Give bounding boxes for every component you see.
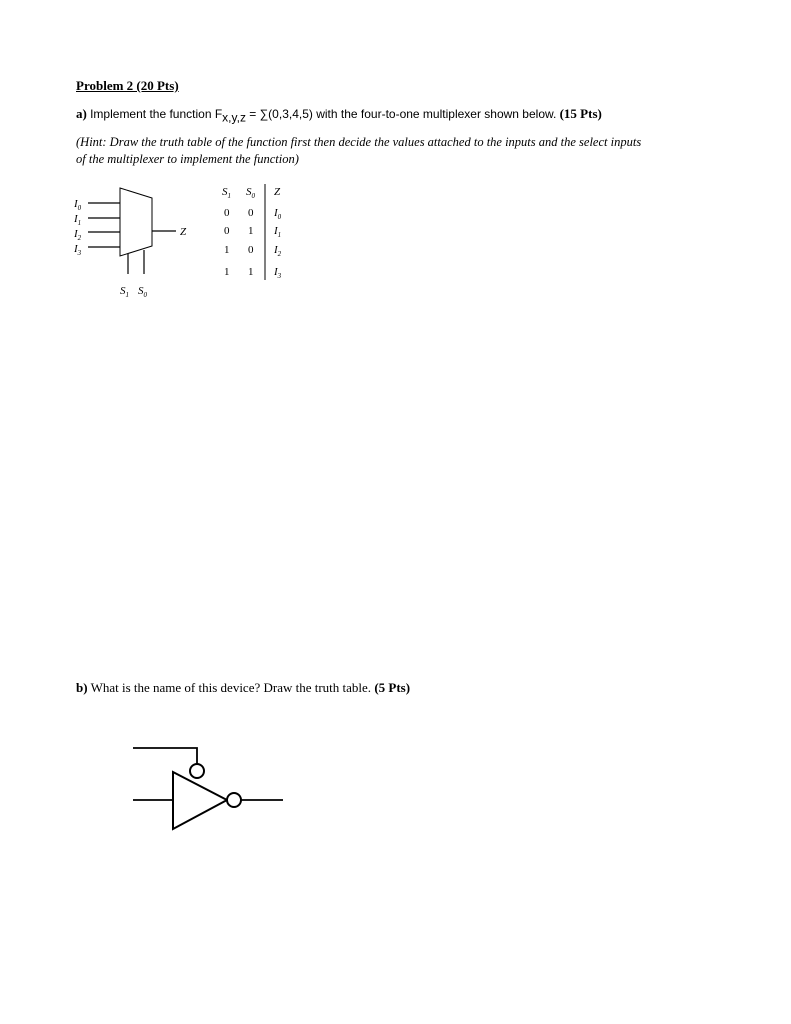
table-row — [224, 266, 282, 280]
function-subscript: x,y,z — [222, 110, 246, 125]
header-s1: $S_1$ — [222, 186, 231, 200]
output-label: Z — [180, 226, 187, 238]
input-label-3: $I_3$ — [74, 243, 82, 257]
part-b-statement — [76, 680, 410, 696]
part-a-text: Implement the function F — [90, 107, 223, 121]
part-a-label: a) — [76, 106, 87, 121]
hint-line-2: of the multiplexer to implement the function) — [76, 152, 299, 166]
header-s0: $S_0$ — [246, 186, 255, 200]
svg-text:0: 0 — [224, 225, 230, 237]
input-label-0: $I_0$ — [74, 198, 82, 212]
function-equation: = ∑(0,3,4,5) with the four-to-one multiplexer shown below. — [245, 107, 557, 121]
part-a-statement — [76, 106, 602, 125]
enable-bubble — [190, 764, 204, 778]
table-row — [224, 244, 282, 258]
svg-text:I2: $I_2$ — [274, 244, 282, 258]
part-b-points: (5 Pts) — [374, 680, 411, 695]
input-label-1: $I_1$ — [74, 213, 82, 227]
mux-diagram — [60, 180, 200, 300]
mux-body — [120, 188, 152, 256]
header-z: Z — [274, 186, 281, 198]
svg-text:I0: $I_0$ — [274, 207, 282, 221]
part-b-label: b) — [76, 680, 88, 695]
part-a-points: (15 Pts) — [559, 106, 602, 121]
tri-state-inverter-symbol — [125, 740, 295, 840]
problem-title: Problem 2 (20 Pts) — [76, 78, 179, 93]
svg-text:1: 1 — [248, 266, 254, 278]
table-row — [224, 225, 281, 239]
svg-text:I1: $I_1$ — [274, 225, 282, 239]
output-bubble — [227, 793, 241, 807]
svg-text:0: 0 — [224, 207, 230, 219]
svg-text:0: 0 — [248, 244, 254, 256]
svg-text:1: 1 — [248, 225, 254, 237]
table-row — [224, 207, 282, 221]
hint-line-1: (Hint: Draw the truth table of the function first then decide the values attached to the inputs and the select inputs — [76, 135, 642, 149]
svg-text:1: 1 — [224, 244, 230, 256]
part-b-text: What is the name of this device? Draw the truth table. — [90, 680, 372, 695]
svg-text:I3: $I_3$ — [274, 266, 282, 280]
mux-truth-table — [210, 182, 310, 282]
input-label-2: $I_2$ — [74, 228, 82, 242]
svg-text:0: 0 — [248, 207, 254, 219]
buffer-triangle — [173, 772, 227, 829]
select-label-s0: $S_0$ — [138, 285, 147, 299]
svg-text:1: 1 — [224, 266, 230, 278]
select-label-s1: $S_1$ — [120, 285, 129, 299]
enable-line — [133, 748, 197, 764]
